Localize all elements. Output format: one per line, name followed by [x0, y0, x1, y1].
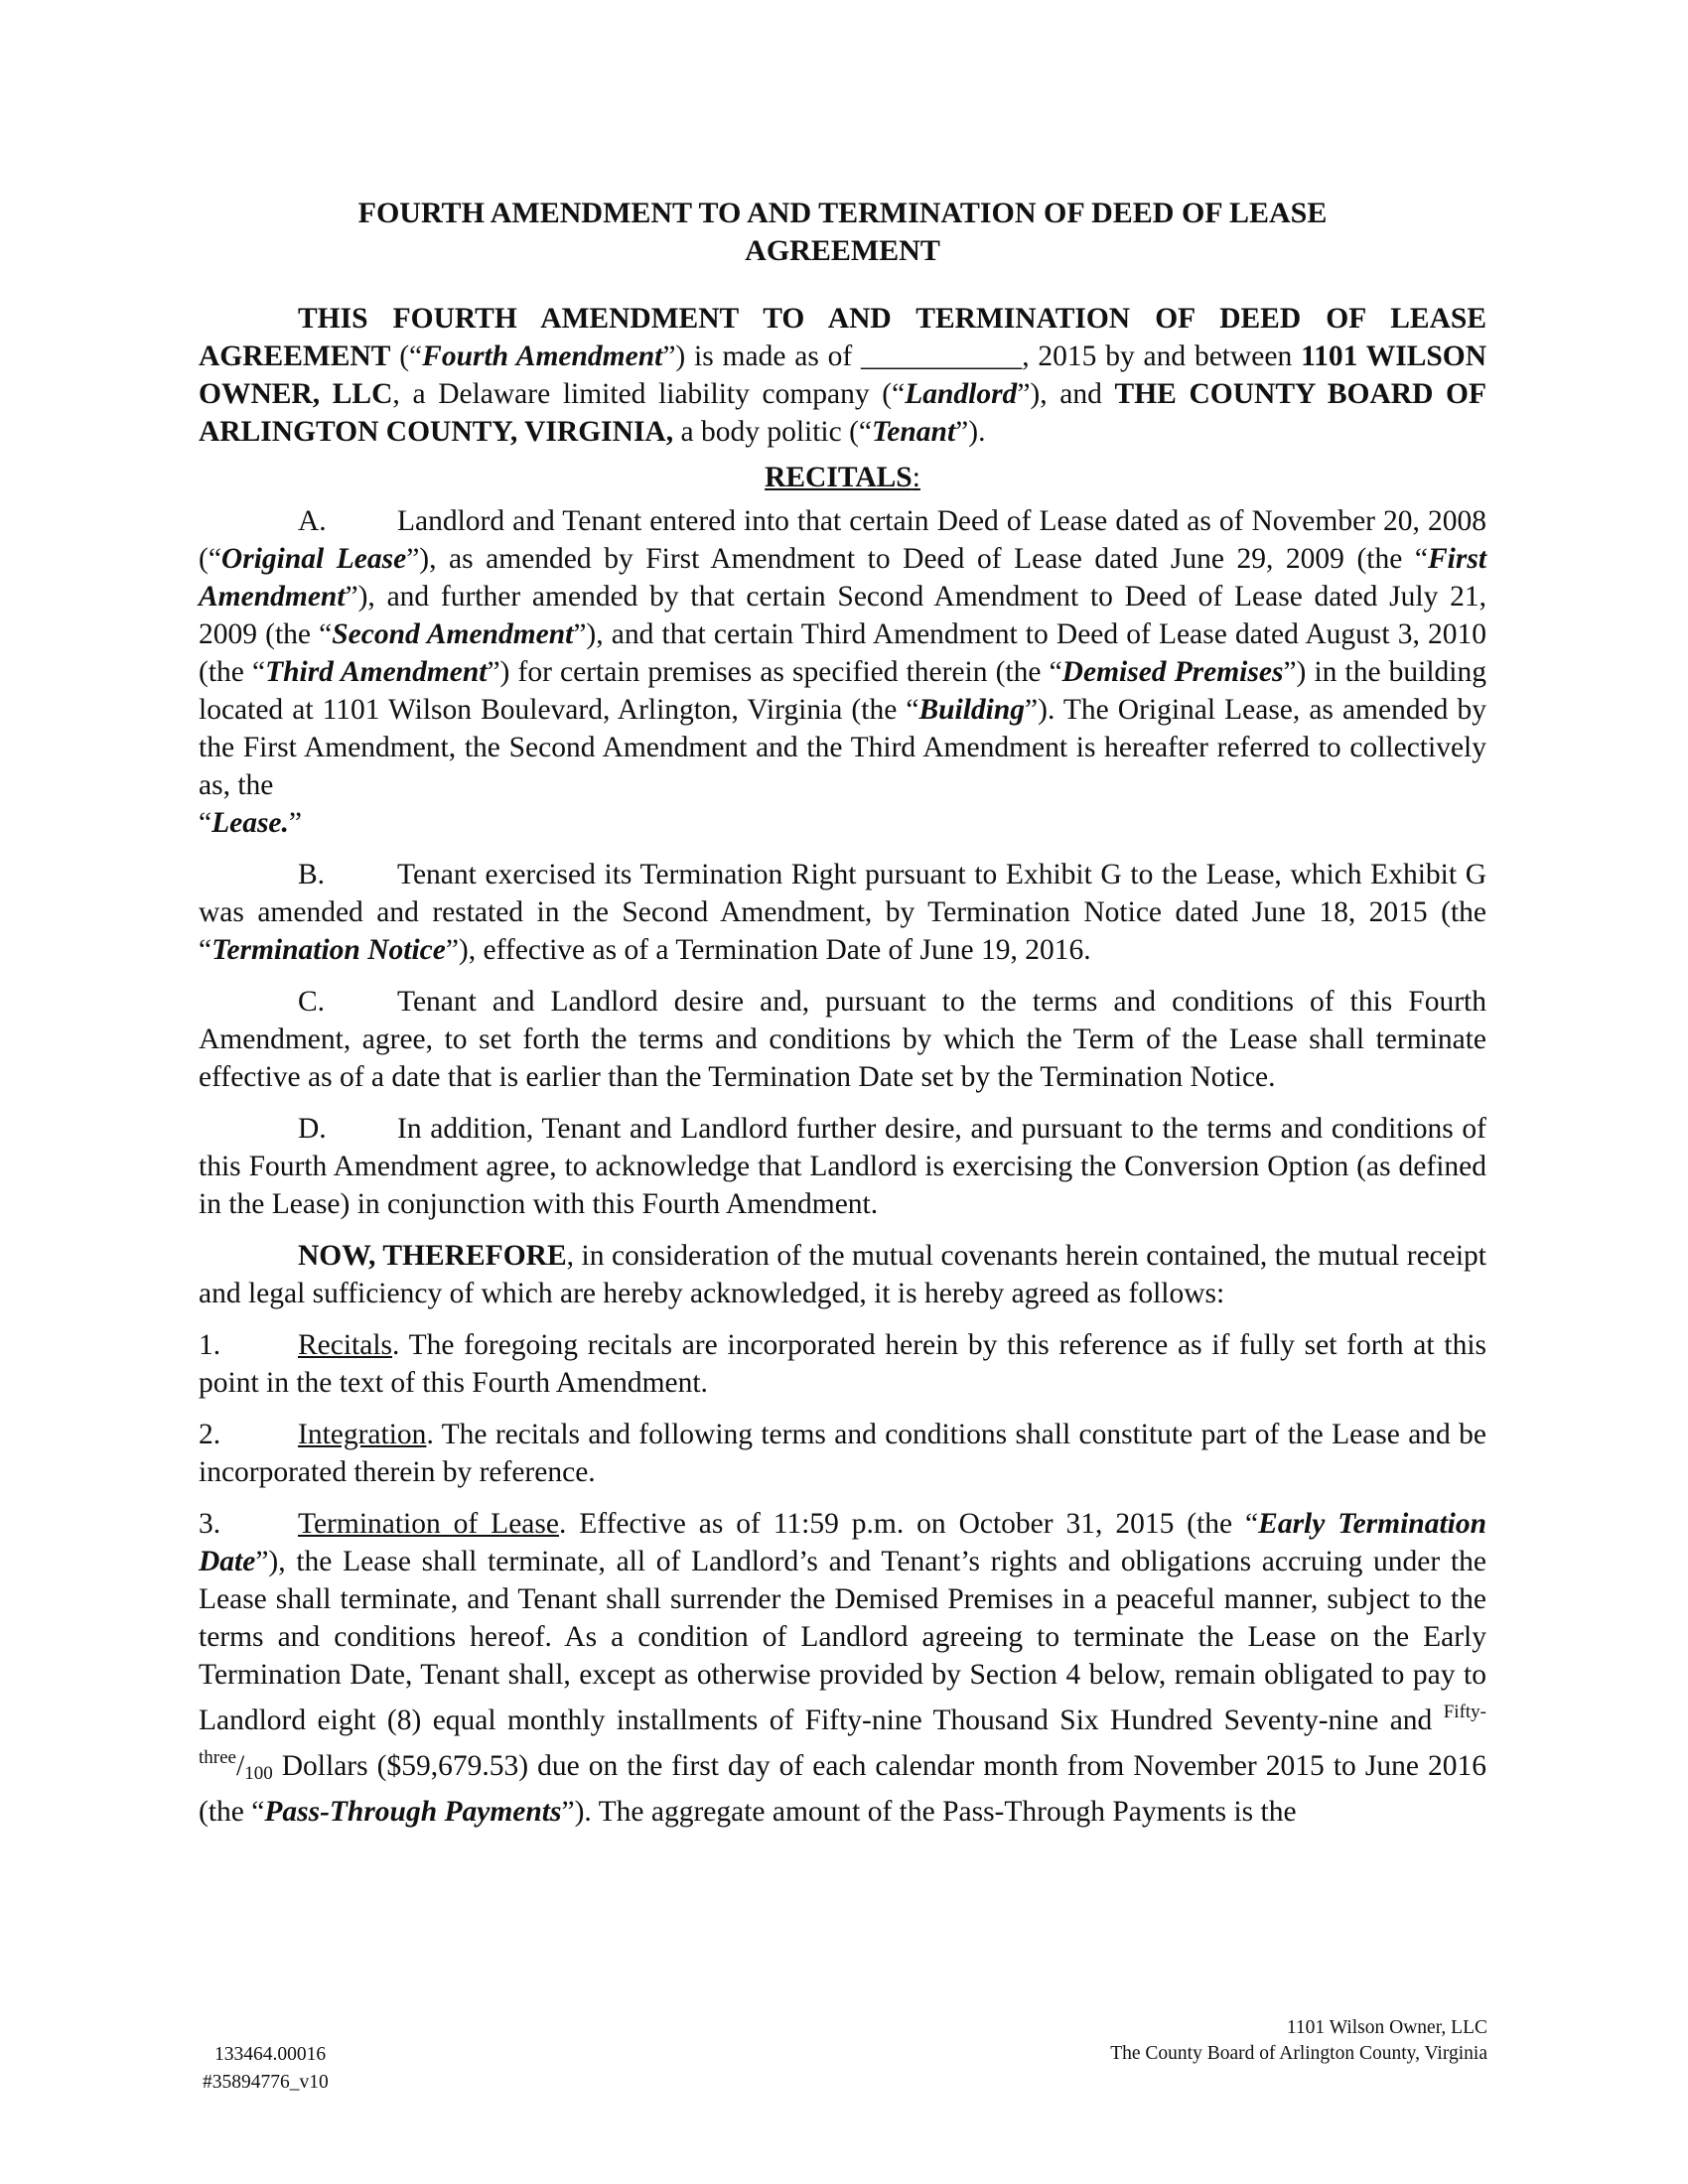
intro-text: , 2015 by and between — [1022, 341, 1302, 372]
intro-text: ”) is made as of — [662, 341, 861, 372]
recital-letter: C. — [298, 986, 326, 1018]
footer-doc-number: #35894776_v10 — [203, 2072, 329, 2093]
fraction-denominator: 100 — [244, 1763, 273, 1784]
section-3: 3. Termination of Lease. Effective as of 11:59 p.m. on October 31, 2015 (the “Early Termination Date”), the Lease shall terminate, all of Landlord’s and Tenant’s rights and obligations accruing under the Lease shall terminate, and Tenant shall surrender the Demised Premises in a peaceful manner, subject to the terms and conditions hereof. As a condition of Landlord agreeing to terminate the Lease on the Early Termination Date, Tenant shall, except as otherwise provided by Section 4 below, remain obligated to pay to Landlord eight (8) equal monthly installments of Fifty-nine Thousand Six Hundred Seventy-nine and $^{Fifty-three}$/100 Dollars ($59,679.53) due on the first day of each calendar month from November 2015 to June 2016 (the “Pass-Through Payments”). The aggregate amount of the Pass-Through Payments is the — [199, 1505, 1486, 1831]
intro-bold-lead: THIS FOURTH AMENDMENT TO AND TERMINATION OF DEED OF LEASE AGREEMENT — [199, 303, 1486, 372]
intro-paragraph — [199, 300, 1486, 451]
title-line-1: FOURTH AMENDMENT TO AND TERMINATION OF DEED OF LEASE — [357, 197, 1328, 229]
defined-term-termination-notice: Termination Notice — [211, 934, 446, 966]
recital-letter: A. — [298, 505, 327, 537]
intro-text: , a Delaware limited liability company (“ — [392, 378, 906, 410]
defined-term-second-amendment: Second Amendment — [332, 618, 574, 650]
recital-b: B. Tenant exercised its Termination Right pursuant to Exhibit G to the Lease, which Exhibit G was amended and restated in the Second Amendment, by Termination Notice dated June 18, 2015 (the “Termination Notice”), effective as of a Termination Date of June 19, 2016. — [199, 856, 1486, 969]
footer-matter-number: 133464.00016 — [214, 2044, 327, 2065]
fraction-slash: / — [235, 1750, 245, 1782]
title-line-2: AGREEMENT — [745, 234, 940, 267]
intro-text: a body politic (“ — [673, 416, 872, 448]
intro-text: ”), and — [1017, 378, 1115, 410]
defined-term-third-amendment: Third Amendment — [265, 656, 488, 688]
now-therefore-paragraph: NOW, THEREFORE, in consideration of the mutual covenants herein contained, the mutual receipt and legal sufficiency of which are hereby acknowledged, it is hereby agreed as follows: — [199, 1240, 1486, 1309]
fraction-numerator: Fifty-three — [199, 1702, 1486, 1768]
defined-term-tenant: Tenant — [872, 416, 956, 448]
landlord-name: 1101 WILSON OWNER, LLC — [199, 341, 1487, 410]
recital-d: D. In addition, Tenant and Landlord further desire, and pursuant to the terms and conditions of this Fourth Amendment agree, to acknowledge that Landlord is exercising the Conversion Option (as defined in the Lease) in conjunction with this Fourth Amendment. — [199, 1110, 1486, 1223]
defined-term-landlord: Landlord — [905, 378, 1018, 410]
defined-term-pass-through-payments: Pass-Through Payments — [264, 1796, 562, 1828]
section-heading-integration: Integration — [298, 1419, 427, 1450]
footer-parties — [1110, 2015, 1487, 2067]
now-therefore-bold: NOW, THEREFORE — [298, 1240, 567, 1272]
defined-term-first-amendment: First Amendment — [199, 543, 1487, 613]
recitals-heading: RECITALS: — [765, 462, 920, 493]
defined-term-fourth-amendment: Fourth Amendment — [422, 341, 663, 372]
section-1: 1. Recitals. The foregoing recitals are incorporated herein by this reference as if fully set forth at this point in the text of this Fourth Amendment. — [199, 1326, 1486, 1402]
section-heading-recitals: Recitals — [298, 1329, 393, 1361]
intro-text: ”). — [955, 416, 986, 448]
section-heading-termination-of-lease: Termination of Lease — [298, 1508, 559, 1540]
document-page — [199, 195, 1486, 1844]
defined-term-building: Building — [918, 694, 1026, 726]
section-2: 2. Integration. The recitals and following terms and conditions shall constitute part of the Lease and be incorporated therein by reference. — [199, 1416, 1486, 1491]
recital-letter: B. — [298, 859, 326, 890]
footer-landlord: 1101 Wilson Owner, LLC — [1286, 2017, 1487, 2038]
defined-term-demised-premises: Demised Premises — [1061, 656, 1284, 688]
defined-term-original-lease: Original Lease — [220, 543, 407, 575]
intro-text: (“ — [390, 341, 423, 372]
tenant-name: THE COUNTY BOARD OF ARLINGTON COUNTY, VIRGINIA, — [199, 378, 1487, 448]
section-number: 2. — [199, 1419, 221, 1450]
date-blank: ___________ — [861, 341, 1023, 372]
defined-term-lease: Lease. — [211, 807, 289, 839]
recitals-colon: : — [912, 462, 920, 493]
section-number: 3. — [199, 1508, 221, 1540]
document-title — [199, 195, 1486, 270]
defined-term-early-termination-date: Early Termination Date — [199, 1508, 1486, 1577]
recital-a: A. Landlord and Tenant entered into that certain Deed of Lease dated as of November 20, 2008 (“Original Lease”), as amended by First Amendment to Deed of Lease dated June 29, 2009 (the “First Amendment”), and further amended by that certain Second Amendment to Deed of Lease dated July 21, 2009 (the “Second Amendment”), and that certain Third Amendment to Deed of Lease dated August 3, 2010 (the “Third Amendment”) for certain premises as specified therein (the “Demised Premises”) in the building located at 1101 Wilson Boulevard, Arlington, Virginia (the “Building”). The Original Lease, as amended by the First Amendment, the Second Amendment and the Third Amendment is hereafter referred to collectively as, the “Lease.” — [199, 502, 1486, 842]
recital-letter: D. — [298, 1113, 327, 1145]
recital-c: C. Tenant and Landlord desire and, pursuant to the terms and conditions of this Fourth Amendment, agree, to set forth the terms and conditions by which the Term of the Lease shall terminate effective as of a date that is earlier than the Termination Date set by the Termination Notice. — [199, 983, 1486, 1096]
footer-doc-ids — [203, 2041, 329, 2097]
footer-tenant: The County Board of Arlington County, Virginia — [1110, 2043, 1487, 2064]
section-number: 1. — [199, 1329, 221, 1361]
